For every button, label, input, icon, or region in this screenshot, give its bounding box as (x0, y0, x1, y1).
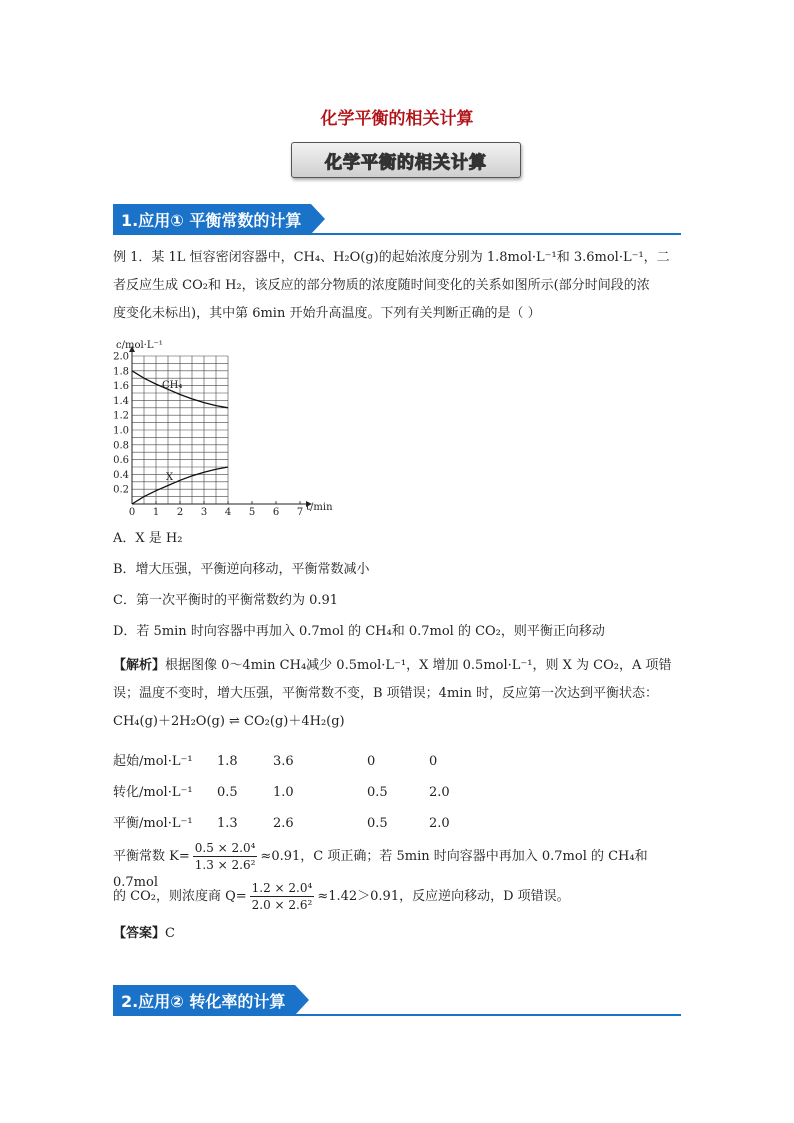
q-prefix: 的 CO₂，则浓度商 Q= (113, 889, 247, 904)
series-label-ch4: CH₄ (162, 380, 183, 391)
option-d: D．若 5min 时向容器中再加入 0.7mol 的 CH₄和 0.7mol 的 CO₂，则平衡正向移动 (113, 624, 605, 639)
subtitle-text: 化学平衡的相关计算 (325, 152, 487, 173)
cell-value: 2.6 (273, 816, 294, 831)
y-tick-label: 0.2 (113, 484, 129, 496)
reaction-equation: CH₄(g)＋2H₂O(g) ⇌ CO₂(g)＋4H₂(g) (113, 714, 345, 729)
example-question (113, 244, 683, 328)
q-fraction (250, 880, 315, 913)
cell-value: 1.3 (217, 816, 238, 831)
k-numerator: 0.5 × 2.0⁴ (194, 841, 256, 855)
k-prefix: 平衡常数 K= (113, 849, 190, 864)
x-tick-label: 7 (296, 507, 304, 518)
y-tick-label: 2.0 (113, 351, 129, 363)
cell-value: 2.0 (429, 816, 450, 831)
cell-value: 0.5 (217, 785, 238, 800)
analysis-label: 【解析】 (113, 658, 166, 673)
example-line-3: 度变化未标出)，其中第 6min 开始升高温度。下列有关判断正确的是（ ） (113, 306, 541, 321)
k-suffix: ≈0.91，C 项正确；若 5min 时向容器中再加入 0.7mol 的 CH₄和 0.7mol (113, 849, 648, 890)
x-axis-label: t/min (306, 502, 333, 513)
y-tick-label: 1.0 (113, 425, 129, 437)
q-calculation (113, 880, 683, 913)
section-1-header (113, 204, 325, 234)
y-tick-label: 1.8 (113, 366, 129, 378)
section-2-title: 2.应用② 转化率的计算 (113, 985, 295, 1015)
section-2-header (113, 985, 309, 1015)
section-2-arrow (295, 985, 309, 1015)
cell-value: 2.0 (429, 785, 450, 800)
cell-value: 3.6 (273, 754, 294, 769)
option-b: B．增大压强，平衡逆向移动，平衡常数减小 (113, 562, 370, 577)
analysis-line-1: 根据图像 0～4min CH₄减少 0.5mol·L⁻¹，X 增加 0.5mol·L⁻¹，则 X 为 CO₂，A 项错 (165, 658, 672, 673)
example-line-2: 者反应生成 CO₂和 H₂，该反应的部分物质的浓度随时间变化的关系如图所示(部分时间段的浓 (113, 278, 650, 293)
x-tick-label: 2 (176, 507, 184, 518)
x-tick-label: 0 (128, 507, 136, 518)
row-label: 起始/mol·L⁻¹ (113, 754, 193, 769)
x-tick-label: 1 (152, 507, 160, 518)
cell-value: 1.8 (217, 754, 238, 769)
cell-value: 0 (367, 754, 376, 769)
option-a: A．X 是 H₂ (113, 531, 183, 546)
y-tick-label: 1.4 (113, 395, 129, 407)
cell-value: 0.5 (367, 785, 388, 800)
y-tick-label: 1.2 (113, 410, 129, 422)
chart-axes (129, 346, 312, 507)
document-title: 化学平衡的相关计算 (320, 109, 474, 129)
section-1-underline (113, 233, 681, 235)
answer-line (113, 920, 683, 948)
section-2-underline (113, 1014, 681, 1016)
subtitle-banner (291, 142, 521, 178)
analysis-block (113, 652, 683, 736)
x-tick-label: 5 (248, 507, 256, 518)
y-tick-label: 0.6 (113, 455, 129, 467)
cell-value: 0 (429, 754, 438, 769)
section-1-title: 1.应用① 平衡常数的计算 (113, 204, 311, 234)
q-suffix: ≈1.42＞0.91，反应逆向移动，D 项错误。 (317, 889, 570, 904)
cell-value: 1.0 (273, 785, 294, 800)
q-numerator: 1.2 × 2.0⁴ (251, 881, 313, 895)
analysis-line-2: 误；温度不变时，增大压强，平衡常数不变，B 项错误；4min 时，反应第一次达到平衡状态： (113, 686, 658, 701)
row-label: 转化/mol·L⁻¹ (113, 785, 193, 800)
chart-grid (132, 356, 228, 504)
y-tick-label: 0.8 (113, 440, 129, 452)
section-1-arrow (311, 204, 325, 234)
concentration-chart (110, 338, 340, 518)
x-tick-label: 6 (272, 507, 280, 518)
q-denominator: 2.0 × 2.6² (251, 898, 313, 912)
x-tick-label: 3 (200, 507, 208, 518)
answer-label: 【答案】 (113, 926, 166, 941)
y-tick-label: 1.6 (113, 381, 129, 393)
cell-value: 0.5 (367, 816, 388, 831)
x-tick-label: 4 (224, 507, 232, 518)
k-fraction (193, 840, 258, 873)
k-denominator: 1.3 × 2.6² (194, 858, 256, 872)
series-label-x: X (166, 472, 174, 483)
option-c: C．第一次平衡时的平衡常数约为 0.91 (113, 593, 339, 608)
y-axis-label: c/mol·L⁻¹ (116, 340, 163, 351)
answer-value: C (165, 926, 175, 941)
example-line-1: 例 1．某 1L 恒容密闭容器中，CH₄、H₂O(g)的起始浓度分别为 1.8mol·L⁻¹和 3.6mol·L⁻¹，二 (113, 250, 670, 265)
row-label: 平衡/mol·L⁻¹ (113, 816, 193, 831)
y-tick-label: 0.4 (113, 469, 129, 481)
